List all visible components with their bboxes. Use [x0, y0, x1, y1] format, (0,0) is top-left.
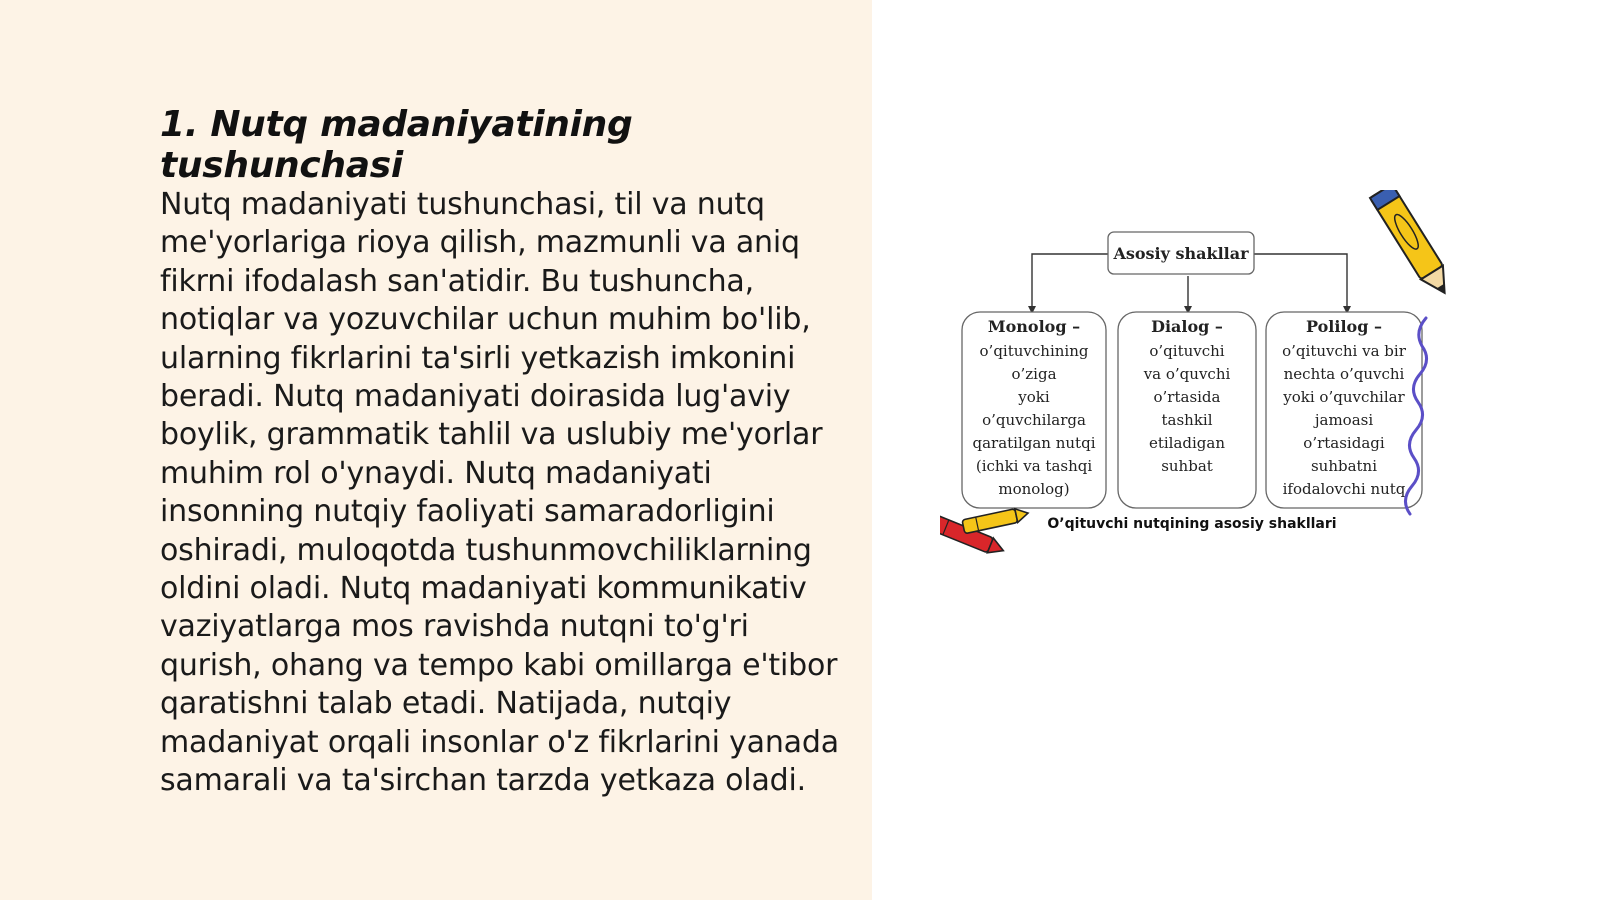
dialog-heading: Dialog –	[1151, 317, 1223, 336]
polilog-text-line: yoki o’quvchilar	[1283, 388, 1405, 406]
polilog-text-line: suhbatni	[1310, 457, 1378, 475]
monolog-text-line: o’quvchilarga	[982, 411, 1086, 429]
speech-forms-diagram	[940, 190, 1460, 580]
monolog-text-line: o’qituvchining	[979, 342, 1089, 360]
monolog-text-line: monolog)	[998, 480, 1070, 498]
monolog-text-line: yoki	[1018, 388, 1050, 406]
polilog-heading: Polilog –	[1306, 317, 1382, 336]
polilog-text-line: nechta o’quvchi	[1283, 365, 1405, 383]
slide-title: 1. Nutq madaniyatining tushunchasi	[160, 104, 633, 186]
root-label: Asosiy shakllar	[1113, 244, 1249, 263]
dialog-text-line: va o’quvchi	[1143, 365, 1231, 383]
slide-body-text: Nutq madaniyati tushunchasi, til va nutq me'yorlariga rioya qilish, mazmunli va aniq fikrni ifodalash san'atidir. Bu tushuncha, notiqlar va yozuvchilar uchun muhim bo'lib, ularning fikrlarini ta'sirli yetkazish imkonini beradi. Nutq madaniyati doirasida lug'aviy boylik, grammatik tahlil va uslubiy me'yorlar muhim rol o'ynaydi. Nutq madaniyati insonning nutqiy faoliyati samaradorligini oshiradi, muloqotda tushunmovchiliklarning oldini oladi. Nutq madaniyati kommunikativ vaziyatlarga mos ravishda nutqni to'g'ri qurish, ohang va tempo kabi omillarga e'tibor qaratishni talab etadi. Natijada, nutqiy madaniyat orqali insonlar o'z fikrlarini yanada samarali va ta'sirchan tarzda yetkaza oladi.	[160, 187, 839, 799]
crayons-icon	[940, 506, 1029, 558]
monolog-text-line: (ichki va tashqi	[975, 457, 1093, 475]
monolog-heading: Monolog –	[987, 317, 1081, 336]
polilog-text-line: o’qituvchi va bir	[1282, 342, 1406, 360]
monolog-text-line: qaratilgan nutqi	[972, 434, 1096, 452]
polilog-text-line: ifodalovchi nutq	[1282, 480, 1406, 498]
monolog-text-line: o’ziga	[1011, 365, 1057, 383]
pencil-icon	[1370, 190, 1456, 300]
diagram-caption: O’qituvchi nutqining asosiy shakllari	[1047, 516, 1337, 532]
polilog-text-line: jamoasi	[1314, 411, 1374, 429]
dialog-text-line: o’rtasida	[1153, 388, 1221, 406]
root-node	[1108, 232, 1254, 274]
dialog-text-line: o’qituvchi	[1149, 342, 1225, 360]
dialog-text-line: etiladigan	[1148, 434, 1226, 452]
dialog-text-line: tashkil	[1161, 411, 1213, 429]
polilog-text-line: o’rtasidagi	[1303, 434, 1385, 452]
dialog-text-line: suhbat	[1161, 457, 1213, 475]
diagram-svg	[940, 190, 1460, 580]
